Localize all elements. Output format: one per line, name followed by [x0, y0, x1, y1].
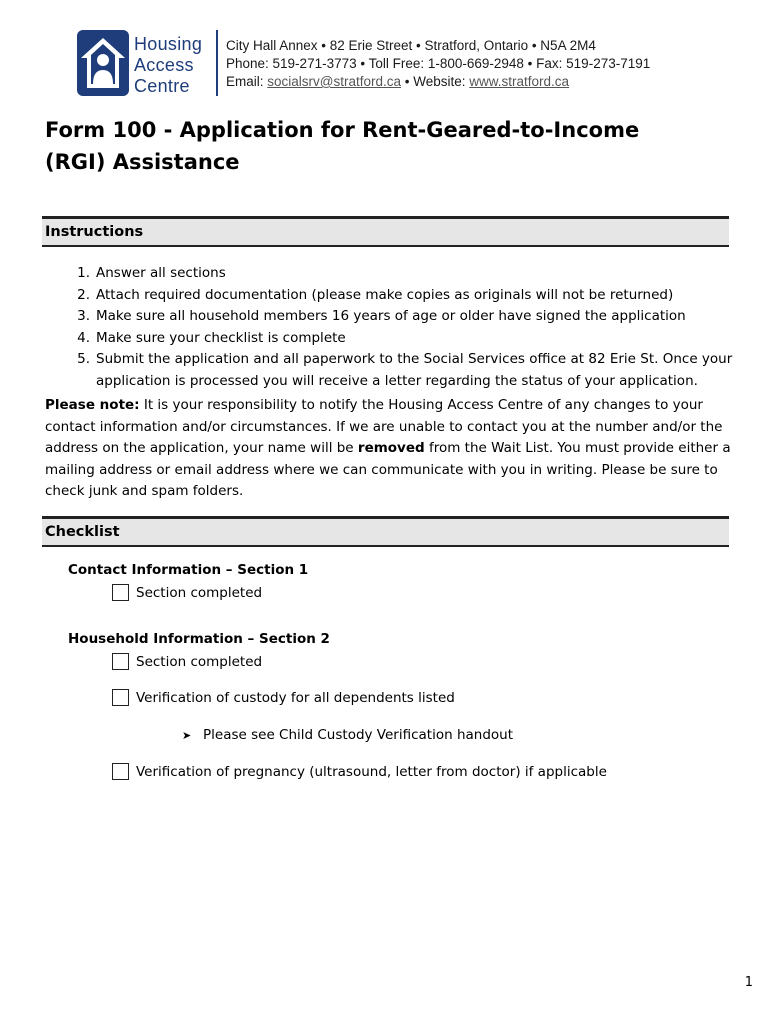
pregnancy-verification-checkbox[interactable]	[112, 763, 129, 780]
title-line-2: (RGI) Assistance	[45, 150, 240, 174]
logo-text-housing: Housing	[134, 34, 203, 54]
checklist-item-label: Section completed	[136, 653, 263, 670]
website-link[interactable]: www.stratford.ca	[469, 74, 570, 89]
address-line: City Hall Annex • 82 Erie Street • Stratford, Ontario • N5A 2M4	[226, 38, 596, 53]
bullet-text: Please see Child Custody Verification handout	[203, 727, 514, 743]
checklist-item	[112, 763, 607, 780]
note-text-2: from the Wait List. You must provide either a mailing address or email address where we can communicate with you in writing. Please be sure to check junk and spam folders.	[45, 440, 731, 499]
checklist-header: Checklist	[42, 516, 729, 547]
section-1-heading: Contact Information – Section 1	[68, 562, 309, 578]
note-bold: removed	[357, 440, 425, 456]
please-note-paragraph	[45, 395, 735, 503]
logo-icon	[77, 30, 129, 96]
logo-text-centre: Centre	[134, 76, 190, 96]
section-1-completed-checkbox[interactable]	[112, 584, 129, 601]
email-link[interactable]: socialsrv@stratford.ca	[267, 74, 402, 89]
phone-line: Phone: 519-271-3773 • Toll Free: 1-800-669-2948 • Fax: 519-273-7191	[226, 56, 651, 71]
instructions-header: Instructions	[42, 216, 729, 247]
section-2-heading: Household Information – Section 2	[68, 631, 330, 647]
checklist-item-label: Section completed	[136, 584, 263, 601]
checklist-item-label: Verification of pregnancy (ultrasound, letter from doctor) if applicable	[136, 763, 607, 780]
instructions-list	[45, 263, 735, 392]
website-label: • Website:	[401, 74, 470, 89]
list-item: 5. Submit the application and all paperwork to the Social Services office at 82 Erie St. Once your application is processed you will receive a letter regarding the status of your application.	[77, 351, 733, 389]
checklist-item	[112, 653, 262, 670]
note-text-1: It is your responsibility to notify the Housing Access Centre of any changes to your contact information and/or circumstances. If we are unable to contact you at the number and/or the address on the application, your name will be	[45, 397, 723, 456]
list-item: 3. Make sure all household members 16 years of age or older have signed the application	[77, 308, 686, 324]
list-item: 1. Answer all sections	[77, 265, 226, 281]
checklist-item	[112, 689, 455, 706]
custody-verification-checkbox[interactable]	[112, 689, 129, 706]
list-item: 4. Make sure your checklist is complete	[77, 329, 346, 346]
email-website-line	[226, 74, 569, 90]
page-title	[45, 114, 685, 178]
note-label: Please note:	[45, 397, 140, 413]
checklist-item	[112, 584, 262, 601]
section-2-completed-checkbox[interactable]	[112, 653, 129, 670]
logo-text-access: Access	[134, 55, 194, 75]
custody-handout-note	[182, 727, 513, 743]
list-item: 2. Attach required documentation (please make copies as originals will not be returned)	[77, 286, 674, 303]
email-label: Email:	[226, 74, 268, 89]
title-line-1: Form 100 - Application for Rent-Geared-to-Income	[45, 118, 640, 142]
house-person-icon	[77, 30, 129, 96]
checklist-item-label: Verification of custody for all dependents listed	[136, 689, 455, 706]
page-number: 1	[744, 975, 753, 990]
arrow-bullet-icon: ➤	[182, 728, 192, 742]
header-divider	[216, 30, 218, 96]
